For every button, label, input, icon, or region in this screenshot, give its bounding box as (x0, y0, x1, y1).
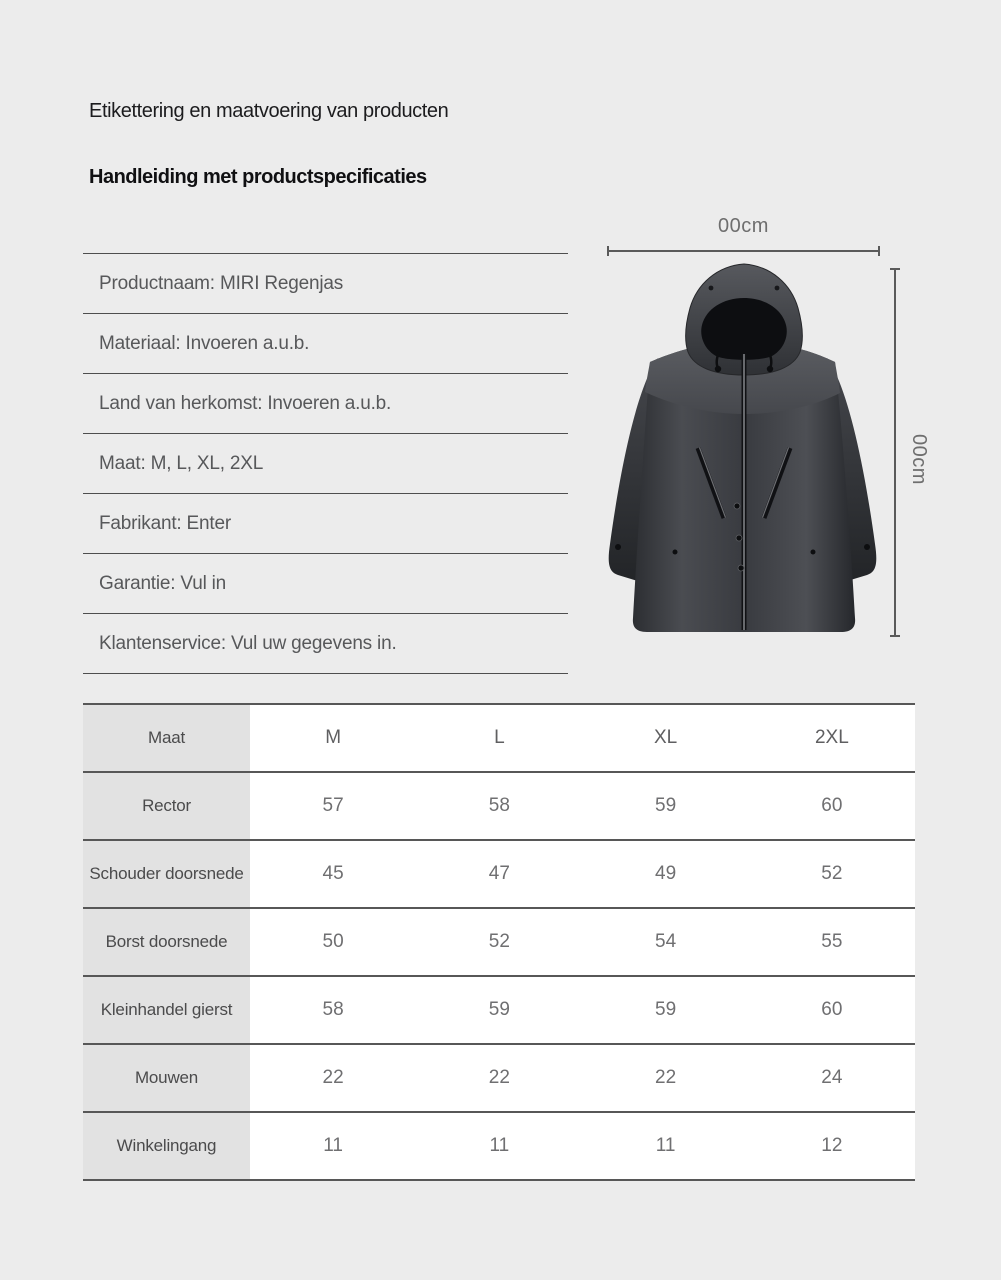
cell-value: 49 (583, 841, 749, 907)
cell-value: 45 (250, 841, 416, 907)
ruler-tick (878, 246, 880, 256)
row-label: Kleinhandel gierst (83, 977, 250, 1043)
height-measurement-label: 00cm (908, 434, 930, 485)
size-table-row-borst (83, 909, 915, 977)
size-table-row-winkelingang (83, 1113, 915, 1181)
size-table-header-m: M (250, 705, 416, 771)
spec-item-garantie: Garantie: Vul in (83, 553, 568, 613)
cell-value: 24 (749, 1045, 915, 1111)
cell-value: 54 (583, 909, 749, 975)
cell-value: 58 (416, 773, 582, 839)
spec-item-materiaal: Materiaal: Invoeren a.u.b. (83, 313, 568, 373)
size-table-header-maat: Maat (83, 705, 250, 771)
cell-value: 50 (250, 909, 416, 975)
row-label: Borst doorsnede (83, 909, 250, 975)
size-table-row-rector (83, 773, 915, 841)
cell-value: 60 (749, 977, 915, 1043)
size-table-header-xl: XL (583, 705, 749, 771)
cell-value: 12 (749, 1113, 915, 1179)
cell-value: 59 (416, 977, 582, 1043)
spec-item-productnaam: Productnaam: MIRI Regenjas (83, 253, 568, 313)
cell-value: 59 (583, 977, 749, 1043)
cell-value: 58 (250, 977, 416, 1043)
width-measurement-label: 00cm (718, 215, 769, 237)
size-table-row-kleinhandel (83, 977, 915, 1045)
row-label: Rector (83, 773, 250, 839)
width-ruler (607, 246, 880, 256)
spec-list (83, 253, 568, 674)
size-table-header-l: L (416, 705, 582, 771)
row-label: Schouder doorsnede (83, 841, 250, 907)
cell-value: 59 (583, 773, 749, 839)
cell-value: 22 (250, 1045, 416, 1111)
size-table (83, 703, 915, 1181)
spec-item-klantenservice: Klantenservice: Vul uw gegevens in. (83, 613, 568, 673)
cell-value: 22 (583, 1045, 749, 1111)
cell-value: 57 (250, 773, 416, 839)
cell-value: 22 (416, 1045, 582, 1111)
cell-value: 47 (416, 841, 582, 907)
row-label: Winkelingang (83, 1113, 250, 1179)
cell-value: 55 (749, 909, 915, 975)
cell-value: 11 (416, 1113, 582, 1179)
spec-item-fabrikant: Fabrikant: Enter (83, 493, 568, 553)
size-table-row-mouwen (83, 1045, 915, 1113)
cell-value: 11 (250, 1113, 416, 1179)
cell-value: 11 (583, 1113, 749, 1179)
size-table-row-schouder (83, 841, 915, 909)
spec-item-herkomst: Land van herkomst: Invoeren a.u.b. (83, 373, 568, 433)
page-subtitle: Handleiding met productspecificaties (89, 166, 427, 188)
raincoat-product-image (595, 256, 895, 640)
page-title: Etikettering en maatvoering van producten (89, 100, 449, 122)
size-table-header-2xl: 2XL (749, 705, 915, 771)
spec-item-maat: Maat: M, L, XL, 2XL (83, 433, 568, 493)
cell-value: 52 (416, 909, 582, 975)
size-table-header-row (83, 705, 915, 773)
row-label: Mouwen (83, 1045, 250, 1111)
ruler-line (607, 250, 880, 252)
cell-value: 52 (749, 841, 915, 907)
cell-value: 60 (749, 773, 915, 839)
